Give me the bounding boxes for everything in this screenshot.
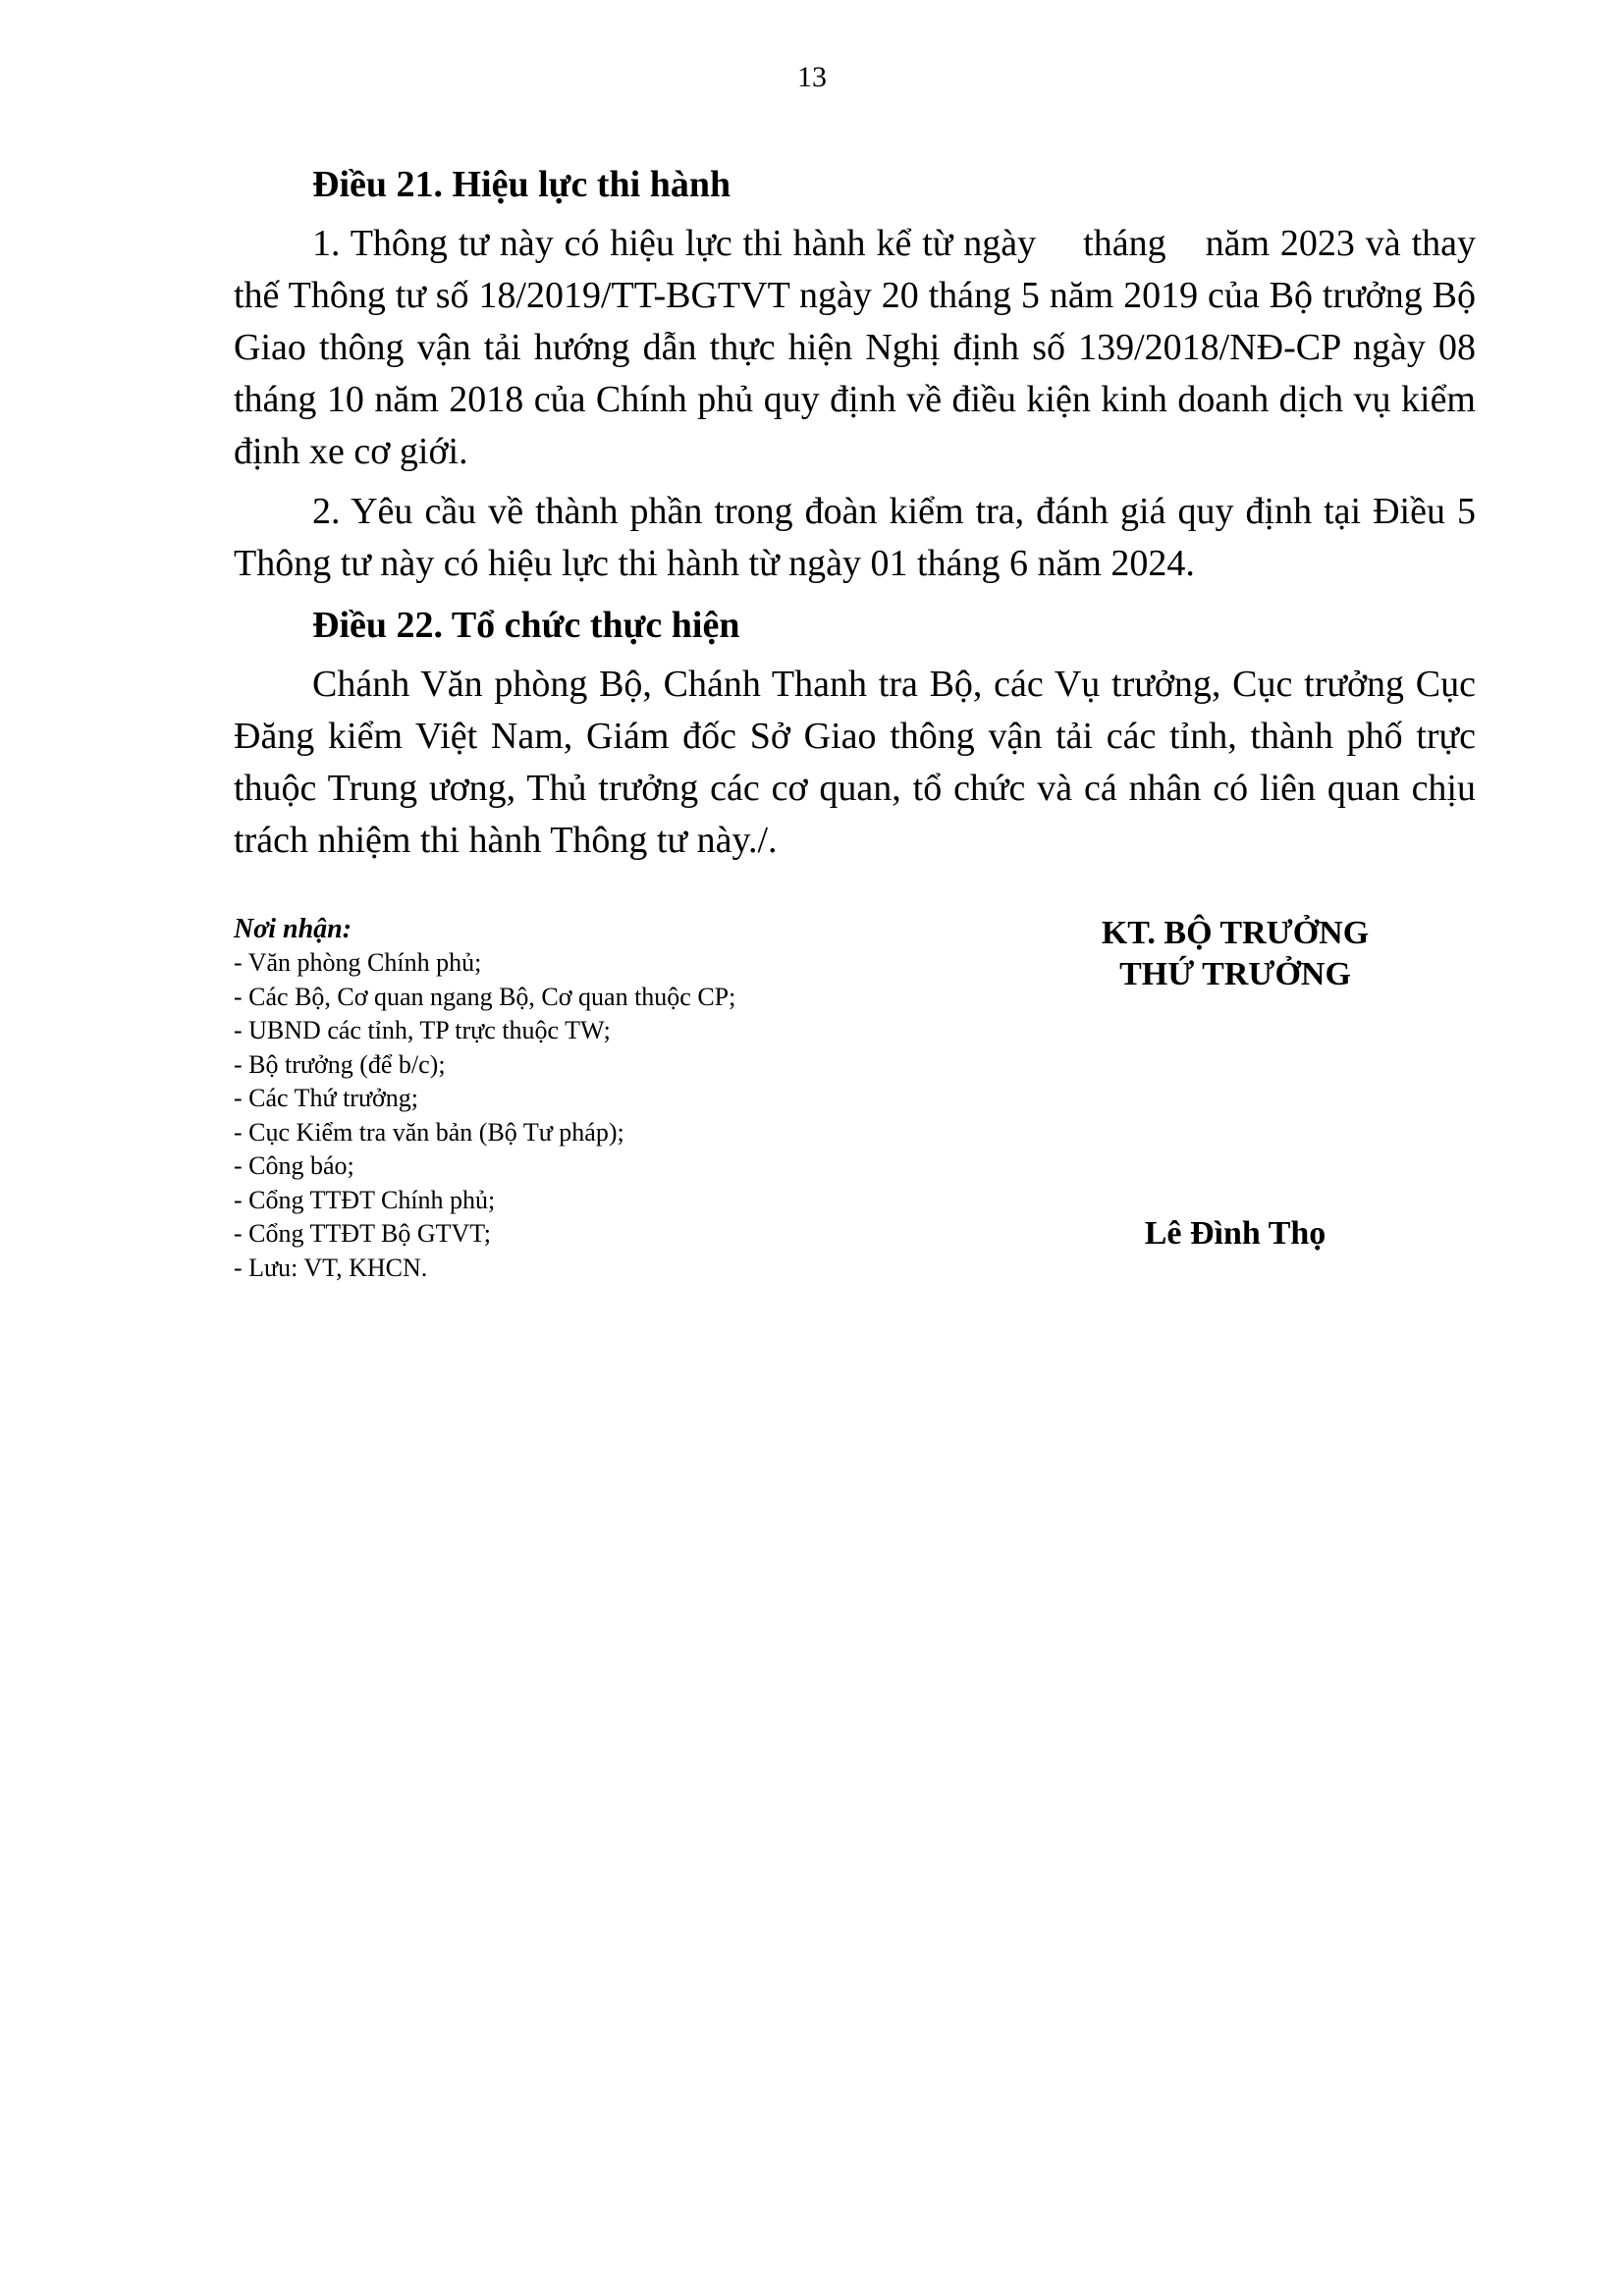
- recipient-item: - Cổng TTĐT Chính phủ;: [234, 1185, 496, 1214]
- recipient-item: - Các Bộ, Cơ quan ngang Bộ, Cơ quan thuộc CP;: [234, 982, 736, 1011]
- signature-block: [1000, 913, 1471, 1252]
- article-21-paragraph-2: 2. Yêu cầu về thành phần trong đoàn kiểm tra, đánh giá quy định tại Điều 5 Thông tư này có hiệu lực thi hành từ ngày 01 tháng 6 năm 2024.: [234, 491, 1476, 584]
- recipient-item: - Cục Kiểm tra văn bản (Bộ Tư pháp);: [234, 1117, 624, 1147]
- article-21-p1-part1: 1. Thông tư này có hiệu lực thi hành kể từ ngày: [312, 223, 1037, 264]
- article-21-heading: Điều 21. Hiệu lực thi hành: [312, 164, 731, 205]
- recipient-item: - Các Thứ trưởng;: [234, 1084, 419, 1112]
- recipients-title: Nơi nhận:: [234, 914, 352, 944]
- document-footer: [234, 913, 1476, 1325]
- article-21-p1-part2: tháng: [1083, 223, 1166, 264]
- signature-title-line-2: THỨ TRƯỞNG: [1119, 956, 1351, 992]
- page-number: 13: [797, 61, 827, 93]
- recipient-list: [234, 946, 862, 1285]
- recipient-item: - Văn phòng Chính phủ;: [234, 948, 482, 977]
- article-21-paragraph-1: [234, 218, 1476, 478]
- signature-title-line-1: KT. BỘ TRƯỞNG: [1101, 915, 1370, 951]
- recipient-item: - Cổng TTĐT Bộ GTVT;: [234, 1219, 491, 1248]
- recipients-block: [234, 913, 862, 1285]
- recipient-item: - Lưu: VT, KHCN.: [234, 1253, 428, 1282]
- recipient-item: - Bộ trưởng (để b/c);: [234, 1049, 446, 1079]
- recipient-item: - Công báo;: [234, 1151, 354, 1180]
- article-22-heading: Điều 22. Tổ chức thực hiện: [312, 605, 740, 646]
- signer-name: Lê Đình Thọ: [1144, 1215, 1326, 1252]
- article-22-paragraph-1: Chánh Văn phòng Bộ, Chánh Thanh tra Bộ, các Vụ trưởng, Cục trưởng Cục Đăng kiểm Việt Nam, Giám đốc Sở Giao thông vận tải các tỉnh, thành phố trực thuộc Trung ương, Thủ trưởng các cơ quan, tổ chức và cá nhân có liên quan chịu trách nhiệm thi hành Thông tư này./.: [234, 664, 1476, 861]
- document-body: [234, 157, 1476, 875]
- article-21-p1-part3: năm 2023 và thay thế Thông tư số 18/2019/TT-BGTVT ngày 20 tháng 5 năm 2019 của Bộ trưởng Bộ Giao thông vận tải hướng dẫn thực hiện Nghị định số 139/2018/NĐ-CP ngày 08 tháng 10 năm 2018 của Chính phủ quy định về điều kiện kinh doanh dịch vụ kiểm định xe cơ giới.: [234, 223, 1476, 472]
- recipient-item: - UBND các tỉnh, TP trực thuộc TW;: [234, 1016, 611, 1044]
